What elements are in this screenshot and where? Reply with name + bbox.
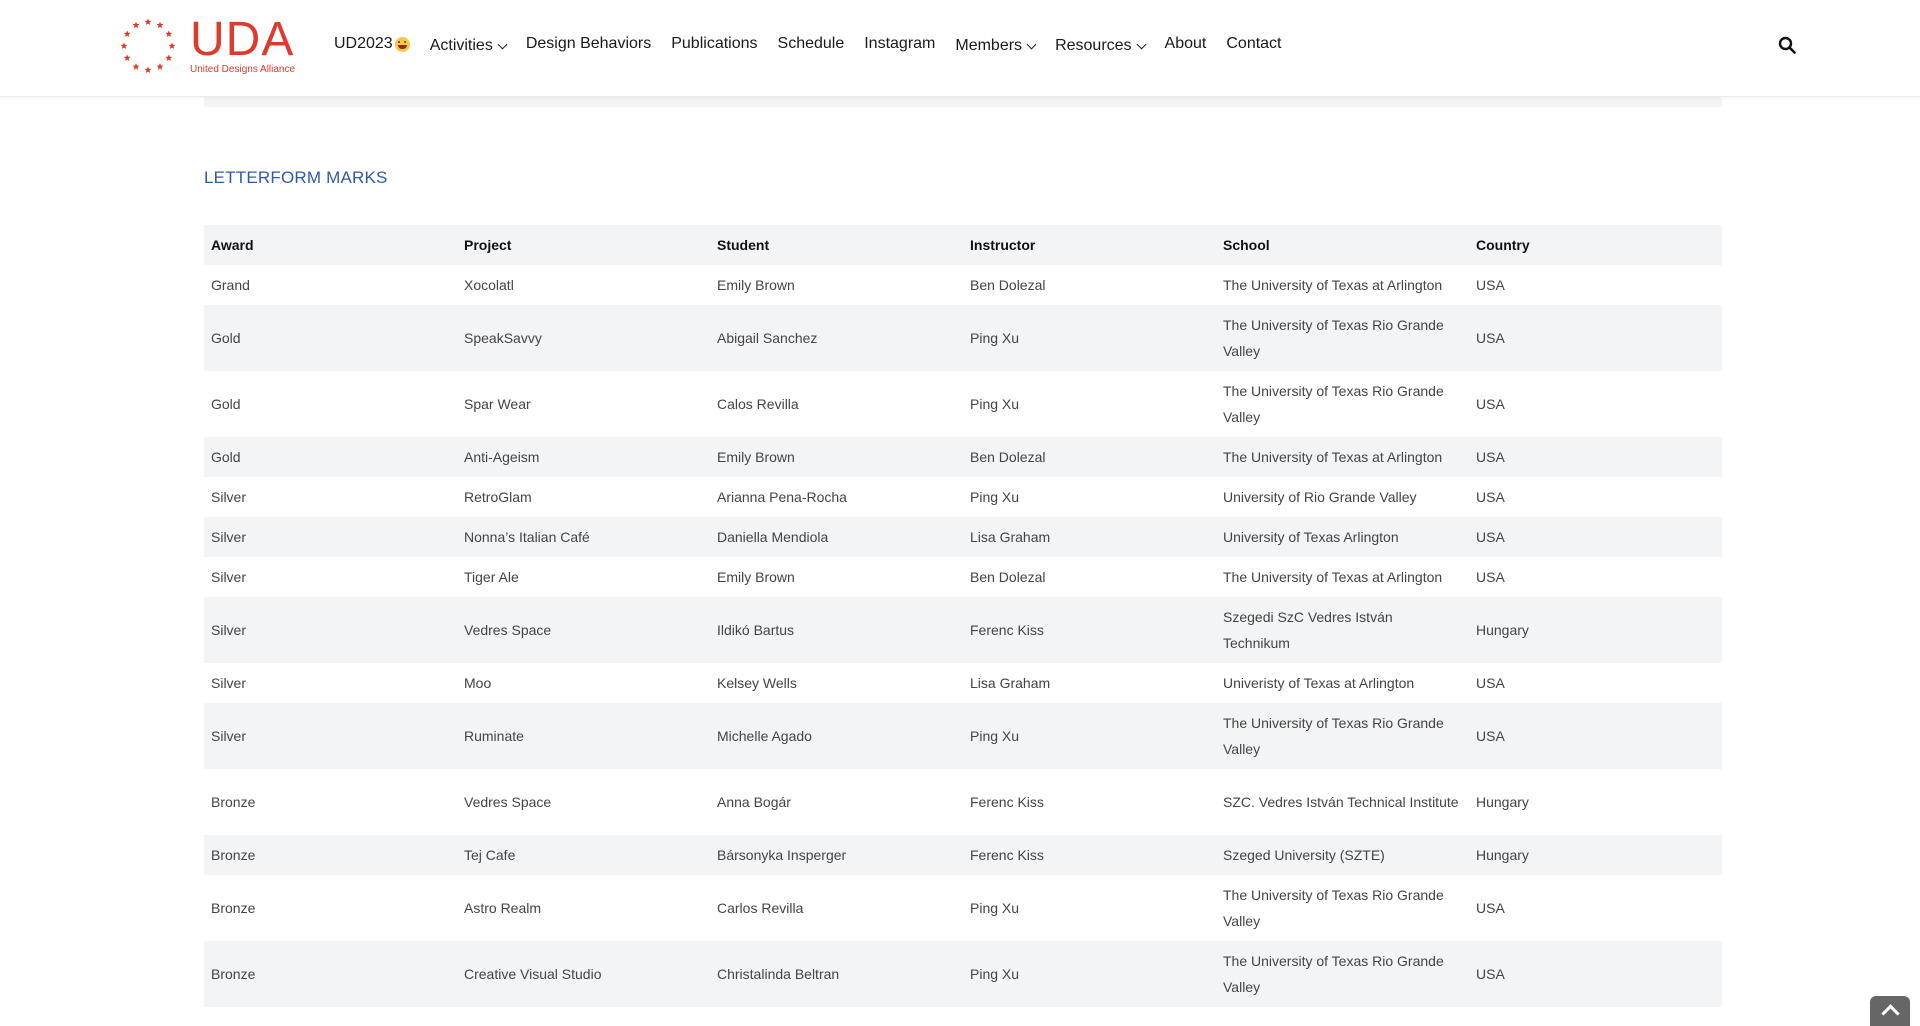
- nav-item-ud2023[interactable]: [334, 35, 410, 53]
- logo-star: [133, 63, 140, 70]
- nav-item-label: Resources: [1055, 36, 1132, 54]
- scroll-to-top-button[interactable]: [1870, 996, 1910, 1026]
- main-nav: [334, 28, 1302, 60]
- cell-award: Gold: [204, 437, 457, 477]
- nav-item-label: About: [1164, 35, 1207, 52]
- cell-school: Szegedi SzC Vedres István Technikum: [1216, 597, 1469, 663]
- cell-student: Ildikó Bartus: [710, 597, 963, 663]
- cell-project: Xocolatl: [457, 265, 710, 305]
- cell-country: USA: [1469, 305, 1722, 371]
- logo-star: [165, 54, 172, 61]
- cell-award: Bronze: [204, 835, 457, 875]
- nav-item-resources[interactable]: [1055, 34, 1144, 55]
- cell-award: Bronze: [204, 875, 457, 941]
- cell-instructor: Ping Xu: [963, 875, 1216, 941]
- cell-student: Arianna Pena-Rocha: [710, 477, 963, 517]
- cell-student: Calos Revilla: [710, 371, 963, 437]
- column-header-instructor: Instructor: [963, 225, 1216, 265]
- cell-country: Hungary: [1469, 769, 1722, 835]
- cell-student: Emily Brown: [710, 557, 963, 597]
- cell-student: Michelle Agado: [710, 703, 963, 769]
- cell-project: Moo: [457, 663, 710, 703]
- nav-item-contact[interactable]: [1226, 35, 1281, 53]
- cell-student: Carlos Revilla: [710, 875, 963, 941]
- table-row: [204, 597, 1722, 663]
- nav-item-label: UD2023: [334, 35, 393, 52]
- cell-school: University of Rio Grande Valley: [1216, 477, 1469, 517]
- nav-item-about[interactable]: [1165, 35, 1207, 53]
- nav-item-members[interactable]: [955, 34, 1035, 55]
- column-header-school: School: [1216, 225, 1469, 265]
- cell-school: The University of Texas at Arlington: [1216, 437, 1469, 477]
- cell-instructor: Ping Xu: [963, 305, 1216, 371]
- cell-school: The University of Texas at Arlington: [1216, 557, 1469, 597]
- chevron-down-icon: [1027, 39, 1037, 49]
- nav-item-activities[interactable]: [430, 34, 506, 55]
- table-row: [204, 437, 1722, 477]
- nav-item-label: Contact: [1226, 35, 1282, 52]
- section-title: LETTERFORM MARKS: [204, 168, 388, 187]
- cell-project: Vedres Space: [457, 597, 710, 663]
- cell-country: USA: [1469, 941, 1722, 1007]
- table-row: [204, 769, 1722, 835]
- cell-instructor: Lisa Graham: [963, 663, 1216, 703]
- cell-award: Grand: [204, 265, 457, 305]
- cell-instructor: Ferenc Kiss: [963, 835, 1216, 875]
- cell-student: Kelsey Wells: [710, 663, 963, 703]
- cell-project: Creative Visual Studio: [457, 941, 710, 1007]
- nav-item-label: Schedule: [777, 35, 845, 52]
- cell-student: Emily Brown: [710, 265, 963, 305]
- previous-table-end: [204, 97, 1722, 107]
- cell-award: Silver: [204, 703, 457, 769]
- cell-instructor: Ping Xu: [963, 477, 1216, 517]
- logo-star: [157, 63, 164, 70]
- cell-student: Anna Bogár: [710, 769, 963, 835]
- cell-country: USA: [1469, 703, 1722, 769]
- cell-school: The University of Texas Rio Grande Valley: [1216, 941, 1469, 1007]
- cell-project: Ruminate: [457, 703, 710, 769]
- star-ring-logo-icon: [118, 14, 188, 78]
- column-header-country: Country: [1469, 225, 1722, 265]
- cell-school: Univeristy of Texas at Arlington: [1216, 663, 1469, 703]
- logo-star: [145, 18, 152, 25]
- nav-item-label: Members: [955, 36, 1023, 54]
- cell-project: Tiger Ale: [457, 557, 710, 597]
- table-row: [204, 517, 1722, 557]
- nav-item-design-behaviors[interactable]: [526, 35, 651, 53]
- nav-item-label: Publications: [671, 35, 758, 52]
- chevron-down-icon: [497, 39, 507, 49]
- column-header-student: Student: [710, 225, 963, 265]
- table-row: [204, 265, 1722, 305]
- logo-star: [124, 30, 131, 37]
- cell-instructor: Ferenc Kiss: [963, 769, 1216, 835]
- logo-star: [169, 42, 176, 49]
- cell-school: Szeged University (SZTE): [1216, 835, 1469, 875]
- cell-country: USA: [1469, 663, 1722, 703]
- cell-award: Bronze: [204, 769, 457, 835]
- cell-country: USA: [1469, 875, 1722, 941]
- cell-award: Gold: [204, 371, 457, 437]
- cell-student: Daniella Mendiola: [710, 517, 963, 557]
- cell-award: Silver: [204, 517, 457, 557]
- table-header-row: [204, 225, 1722, 265]
- logo-star: [157, 22, 164, 29]
- cell-country: USA: [1469, 437, 1722, 477]
- cell-country: USA: [1469, 477, 1722, 517]
- nav-item-label: Design Behaviors: [525, 35, 652, 52]
- logo-star: [145, 66, 152, 73]
- cell-country: USA: [1469, 517, 1722, 557]
- cell-project: SpeakSavvy: [457, 305, 710, 371]
- table-row: [204, 875, 1722, 941]
- awards-table: [204, 225, 1722, 1007]
- cell-award: Silver: [204, 477, 457, 517]
- cell-school: The University of Texas at Arlington: [1216, 265, 1469, 305]
- cell-school: The University of Texas Rio Grande Valley: [1216, 875, 1469, 941]
- chevron-down-icon: [1136, 39, 1146, 49]
- logo-star: [124, 54, 131, 61]
- logo-wordmark: UDA: [190, 13, 295, 66]
- cell-project: Astro Realm: [457, 875, 710, 941]
- nav-item-label: Instagram: [864, 35, 936, 52]
- cell-instructor: Ping Xu: [963, 941, 1216, 1007]
- table-row: [204, 703, 1722, 769]
- table-row: [204, 941, 1722, 1007]
- cell-country: USA: [1469, 265, 1722, 305]
- cell-instructor: Ben Dolezal: [963, 265, 1216, 305]
- cell-project: Spar Wear: [457, 371, 710, 437]
- cell-project: Anti-Ageism: [457, 437, 710, 477]
- cell-school: The University of Texas Rio Grande Valley: [1216, 371, 1469, 437]
- grin-emoji-icon: [395, 37, 410, 52]
- table-row: [204, 663, 1722, 703]
- table-row: [204, 835, 1722, 875]
- cell-award: Bronze: [204, 941, 457, 1007]
- column-header-project: Project: [457, 225, 710, 265]
- cell-instructor: Ben Dolezal: [963, 437, 1216, 477]
- cell-project: RetroGlam: [457, 477, 710, 517]
- cell-award: Gold: [204, 305, 457, 371]
- site-header: [0, 0, 1920, 97]
- cell-country: Hungary: [1469, 835, 1722, 875]
- logo-star: [165, 30, 172, 37]
- cell-country: USA: [1469, 557, 1722, 597]
- cell-school: The University of Texas Rio Grande Valley: [1216, 305, 1469, 371]
- logo-subtitle: United Designs Alliance: [190, 64, 296, 75]
- logo-star: [121, 42, 128, 49]
- table-row: [204, 371, 1722, 437]
- cell-award: Silver: [204, 597, 457, 663]
- search-icon[interactable]: [1778, 36, 1796, 54]
- cell-instructor: Ping Xu: [963, 371, 1216, 437]
- nav-item-publications[interactable]: [671, 35, 757, 53]
- table-row: [204, 557, 1722, 597]
- nav-item-instagram[interactable]: [864, 35, 935, 53]
- cell-student: Christalinda Beltran: [710, 941, 963, 1007]
- cell-instructor: Ping Xu: [963, 703, 1216, 769]
- table-body: [204, 265, 1722, 1007]
- cell-project: Nonna’s Italian Café: [457, 517, 710, 557]
- cell-school: SZC. Vedres István Technical Institute: [1216, 769, 1469, 835]
- cell-instructor: Ben Dolezal: [963, 557, 1216, 597]
- site-logo[interactable]: [118, 13, 296, 78]
- logo-star: [133, 22, 140, 29]
- cell-award: Silver: [204, 663, 457, 703]
- cell-school: University of Texas Arlington: [1216, 517, 1469, 557]
- cell-instructor: Ferenc Kiss: [963, 597, 1216, 663]
- cell-country: Hungary: [1469, 597, 1722, 663]
- table-row: [204, 305, 1722, 371]
- nav-item-label: Activities: [429, 36, 493, 54]
- cell-student: Bársonyka Insperger: [710, 835, 963, 875]
- cell-award: Silver: [204, 557, 457, 597]
- table-row: [204, 477, 1722, 517]
- cell-school: The University of Texas Rio Grande Valley: [1216, 703, 1469, 769]
- nav-item-schedule[interactable]: [778, 35, 845, 53]
- cell-student: Emily Brown: [710, 437, 963, 477]
- cell-project: Vedres Space: [457, 769, 710, 835]
- cell-instructor: Lisa Graham: [963, 517, 1216, 557]
- cell-student: Abigail Sanchez: [710, 305, 963, 371]
- column-header-award: Award: [204, 225, 457, 265]
- cell-country: USA: [1469, 371, 1722, 437]
- cell-project: Tej Cafe: [457, 835, 710, 875]
